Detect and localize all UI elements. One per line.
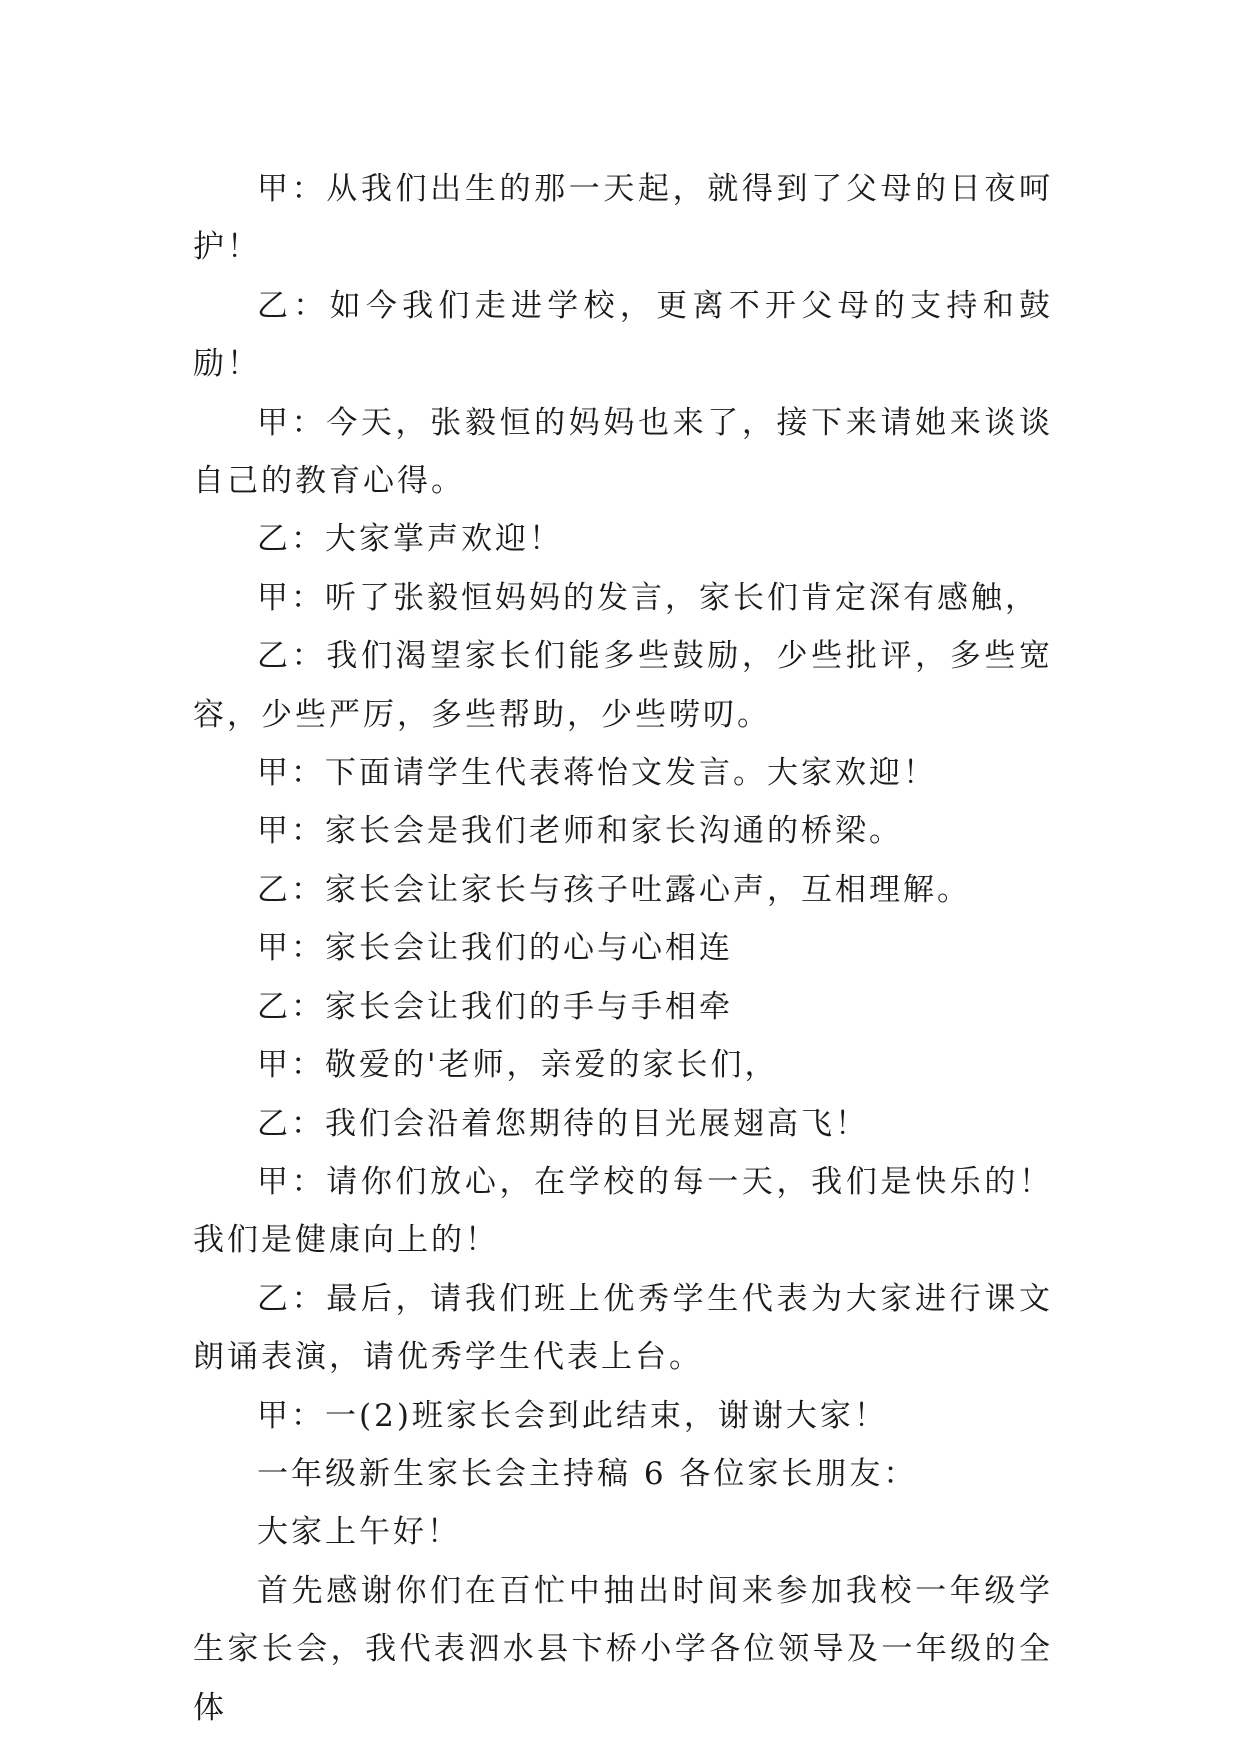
paragraph: 甲：听了张毅恒妈妈的发言，家长们肯定深有感触， bbox=[257, 579, 1039, 616]
paragraph: 乙：我们会沿着您期待的目光展翅高飞！ bbox=[257, 1105, 869, 1142]
paragraph: 大家上午好！ bbox=[257, 1514, 461, 1551]
paragraph: 乙：家长会让家长与孩子吐露心声，互相理解。 bbox=[257, 871, 971, 908]
paragraph: 甲：家长会让我们的心与心相连 bbox=[257, 930, 733, 967]
paragraph: 首先感谢你们在百忙中抽出时间来参加我校一年级学生家长会，我代表泗水县卞桥小学各位领导及一年级的全体 bbox=[193, 1572, 1053, 1726]
paragraph: 一年级新生家长会主持稿 6 各位家长朋友： bbox=[257, 1455, 918, 1492]
paragraph: 甲：一(2)班家长会到此结束，谢谢大家！ bbox=[257, 1397, 888, 1434]
document-page bbox=[193, 160, 1053, 1737]
paragraph: 乙：大家掌声欢迎！ bbox=[257, 521, 563, 558]
paragraph: 乙：最后，请我们班上优秀学生代表为大家进行课文朗诵表演，请优秀学生代表上台。 bbox=[193, 1280, 1053, 1376]
paragraph: 甲：敬爱的'老师，亲爱的家长们， bbox=[257, 1047, 779, 1084]
paragraph: 甲：下面请学生代表蒋怡文发言。大家欢迎！ bbox=[257, 755, 937, 792]
paragraph: 乙：家长会让我们的手与手相牵 bbox=[257, 988, 733, 1025]
paragraph: 甲：家长会是我们老师和家长沟通的桥梁。 bbox=[257, 813, 903, 850]
paragraph: 乙：如今我们走进学校，更离不开父母的支持和鼓励！ bbox=[193, 287, 1053, 383]
paragraph: 乙：我们渴望家长们能多些鼓励，少些批评，多些宽容，少些严厉，多些帮助，少些唠叨。 bbox=[193, 638, 1053, 733]
paragraph: 甲：请你们放心，在学校的每一天，我们是快乐的！我们是健康向上的！ bbox=[193, 1163, 1053, 1259]
paragraph: 甲：从我们出生的那一天起，就得到了父母的日夜呵护！ bbox=[193, 171, 1053, 266]
paragraph: 甲：今天，张毅恒的妈妈也来了，接下来请她来谈谈自己的教育心得。 bbox=[193, 404, 1053, 500]
